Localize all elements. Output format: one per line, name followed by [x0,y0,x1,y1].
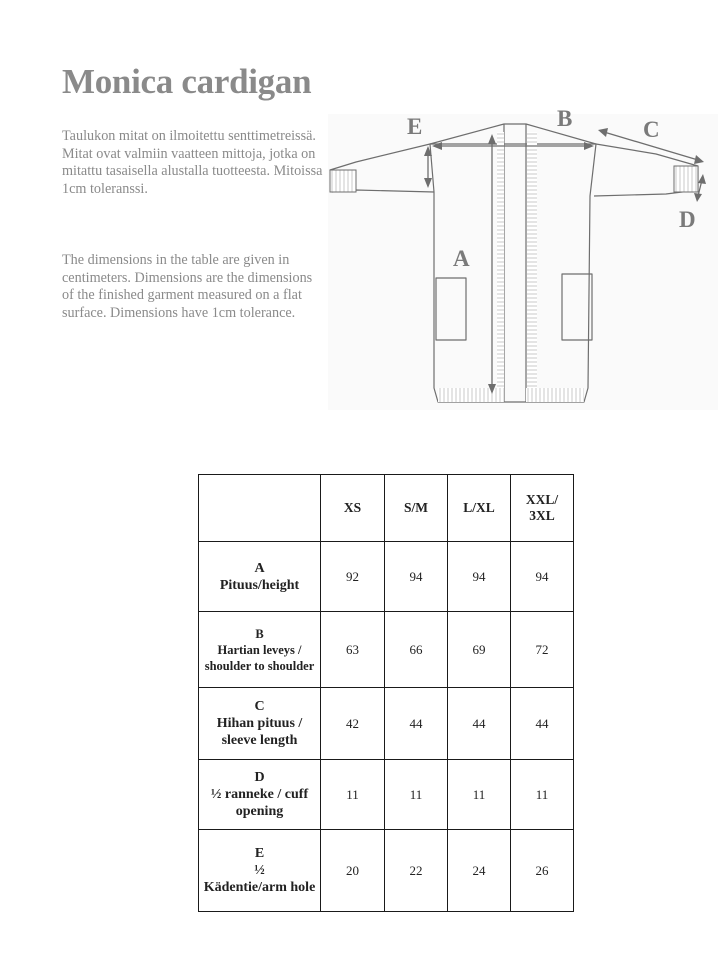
header-size-sm: S/M [385,475,448,542]
row-text: Hartian leveys / shoulder to shoulder [204,642,315,673]
table-cell: 20 [321,830,385,912]
row-label [199,612,321,688]
label-c: C [643,117,660,142]
row-text-fraction: ½ [254,863,265,878]
table-cell: 44 [385,688,448,760]
table-row [199,760,574,830]
right-cuff-ribbing [674,166,698,192]
left-cuff-ribbing [330,170,356,192]
table-cell: 69 [448,612,511,688]
description-english: The dimensions in the table are given in centimeters. Dimensions are the dimensions of the finished garment measured on a flat surface. Dimensions have 1cm tolerance. [62,252,313,321]
table-cell: 63 [321,612,385,688]
row-letter: D [254,770,265,785]
table-cell: 72 [511,612,574,688]
table-cell: 94 [511,542,574,612]
header-size-lxl: L/XL [448,475,511,542]
table-cell: 92 [321,542,385,612]
label-e: E [407,114,423,139]
table-row [199,612,574,688]
table-cell: 26 [511,830,574,912]
row-label [199,760,321,830]
table-cell: 42 [321,688,385,760]
label-a: A [453,246,470,271]
table-cell: 11 [511,760,574,830]
table-cell: 11 [448,760,511,830]
cardigan-measurement-diagram [326,96,720,416]
description-finnish: Taulukon mitat on ilmoitettu senttimetreissä. Mitat ovat valmiin vaatteen mittoja, jotka on mitattu tasaisella alustalla tuotteesta. Mitoissa 1cm toleranssi. [62,128,323,197]
table-cell: 44 [448,688,511,760]
table-row [199,688,574,760]
table-cell: 24 [448,830,511,912]
table-cell: 44 [511,688,574,760]
row-label [199,830,321,912]
table-cell: 11 [385,760,448,830]
table-row [199,542,574,612]
table-cell: 66 [385,612,448,688]
table-cell: 94 [448,542,511,612]
table-cell: 22 [385,830,448,912]
row-letter: C [254,699,265,714]
row-label [199,542,321,612]
table-cell: 11 [321,760,385,830]
row-text: Pituus/height [219,577,300,593]
cardigan-diagram-svg [326,96,720,416]
label-b: B [557,106,573,131]
hem-ribbing-right [526,388,584,402]
header-empty-cell [199,475,321,542]
row-letter: A [254,560,265,576]
row-text: Hihan pituus / sleeve length [216,716,303,748]
table-row [199,830,574,912]
size-chart-table [198,474,574,912]
hem-ribbing-left [438,388,504,402]
label-d: D [679,207,696,232]
row-letter: B [255,626,264,641]
table-cell: 94 [385,542,448,612]
table-header-row [199,475,574,542]
row-text: Kädentie/arm hole [203,880,316,895]
row-letter: E [254,846,265,861]
front-band-right [527,132,537,394]
page-title: Monica cardigan [62,62,312,101]
diagram-background [328,114,718,410]
header-size-xs: XS [321,475,385,542]
front-band-left [497,132,504,394]
row-label [199,688,321,760]
header-size-xxl: XXL/ 3XL [511,475,574,542]
row-text: ½ ranneke / cuff opening [210,787,309,819]
